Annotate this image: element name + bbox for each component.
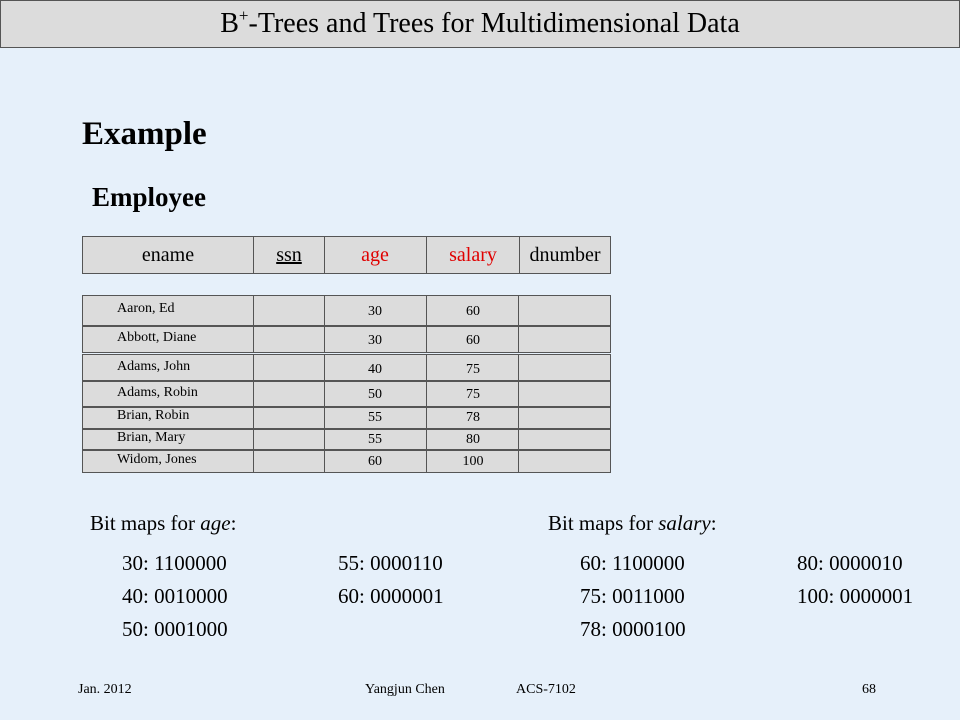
cell-age: 30 [368, 304, 382, 319]
cell-ename: Adams, John [117, 359, 191, 374]
bitmap-line: 100: 0000001 [797, 584, 914, 608]
table-row [82, 429, 611, 450]
schema-dnumber: dnumber [529, 244, 601, 266]
cell-age: 40 [368, 362, 382, 377]
bitmap-line: 30: 1100000 [122, 551, 227, 575]
slide-title: B+-Trees and Trees for Multidimensional Data [0, 0, 960, 48]
schema-ssn: ssn [276, 244, 302, 266]
schema-ename: ename [141, 244, 195, 266]
cell-salary: 60 [466, 304, 480, 319]
cell-ename: Brian, Mary [117, 430, 186, 445]
bitmap-line: 78: 0000100 [580, 617, 686, 641]
cell-ename: Adams, Robin [117, 385, 198, 400]
cell-salary: 75 [466, 362, 480, 377]
schema-age: age [361, 244, 389, 266]
footer-date: Jan. 2012 [78, 682, 132, 697]
bitmap-line: 75: 0011000 [580, 584, 685, 608]
cell-age: 30 [368, 333, 382, 348]
heading-example: Example [82, 116, 207, 152]
table-row [82, 381, 611, 407]
bitmap-salary-label: Bit maps for salary: [548, 511, 717, 535]
table-row [82, 407, 611, 429]
cell-age: 55 [368, 432, 382, 447]
cell-ename: Abbott, Diane [117, 330, 197, 345]
cell-ename: Widom, Jones [117, 452, 197, 467]
schema-header-row [82, 236, 611, 274]
table-row [82, 354, 611, 381]
table-name: Employee [92, 182, 206, 212]
cell-salary: 60 [466, 333, 480, 348]
cell-ename: Brian, Robin [117, 408, 190, 423]
bitmap-line: 55: 0000110 [338, 551, 443, 575]
cell-salary: 80 [466, 432, 480, 447]
bitmap-age-label: Bit maps for age: [90, 511, 237, 535]
cell-age: 55 [368, 410, 382, 425]
cell-ename: Aaron, Ed [117, 301, 175, 316]
bitmap-line: 50: 0001000 [122, 617, 228, 641]
cell-salary: 78 [466, 410, 480, 425]
footer-author: Yangjun Chen [365, 682, 445, 697]
schema-salary: salary [449, 244, 497, 266]
bitmap-line: 80: 0000010 [797, 551, 903, 575]
table-row [82, 450, 611, 473]
bitmap-line: 40: 0010000 [122, 584, 228, 608]
cell-salary: 75 [466, 387, 480, 402]
footer-page-number: 68 [862, 682, 876, 697]
cell-age: 50 [368, 387, 382, 402]
bitmap-line: 60: 0000001 [338, 584, 444, 608]
bitmap-line: 60: 1100000 [580, 551, 685, 575]
table-row [82, 295, 611, 326]
footer-course: ACS-7102 [516, 682, 576, 697]
cell-age: 60 [368, 454, 382, 469]
table-row [82, 326, 611, 353]
cell-salary: 100 [462, 454, 484, 469]
